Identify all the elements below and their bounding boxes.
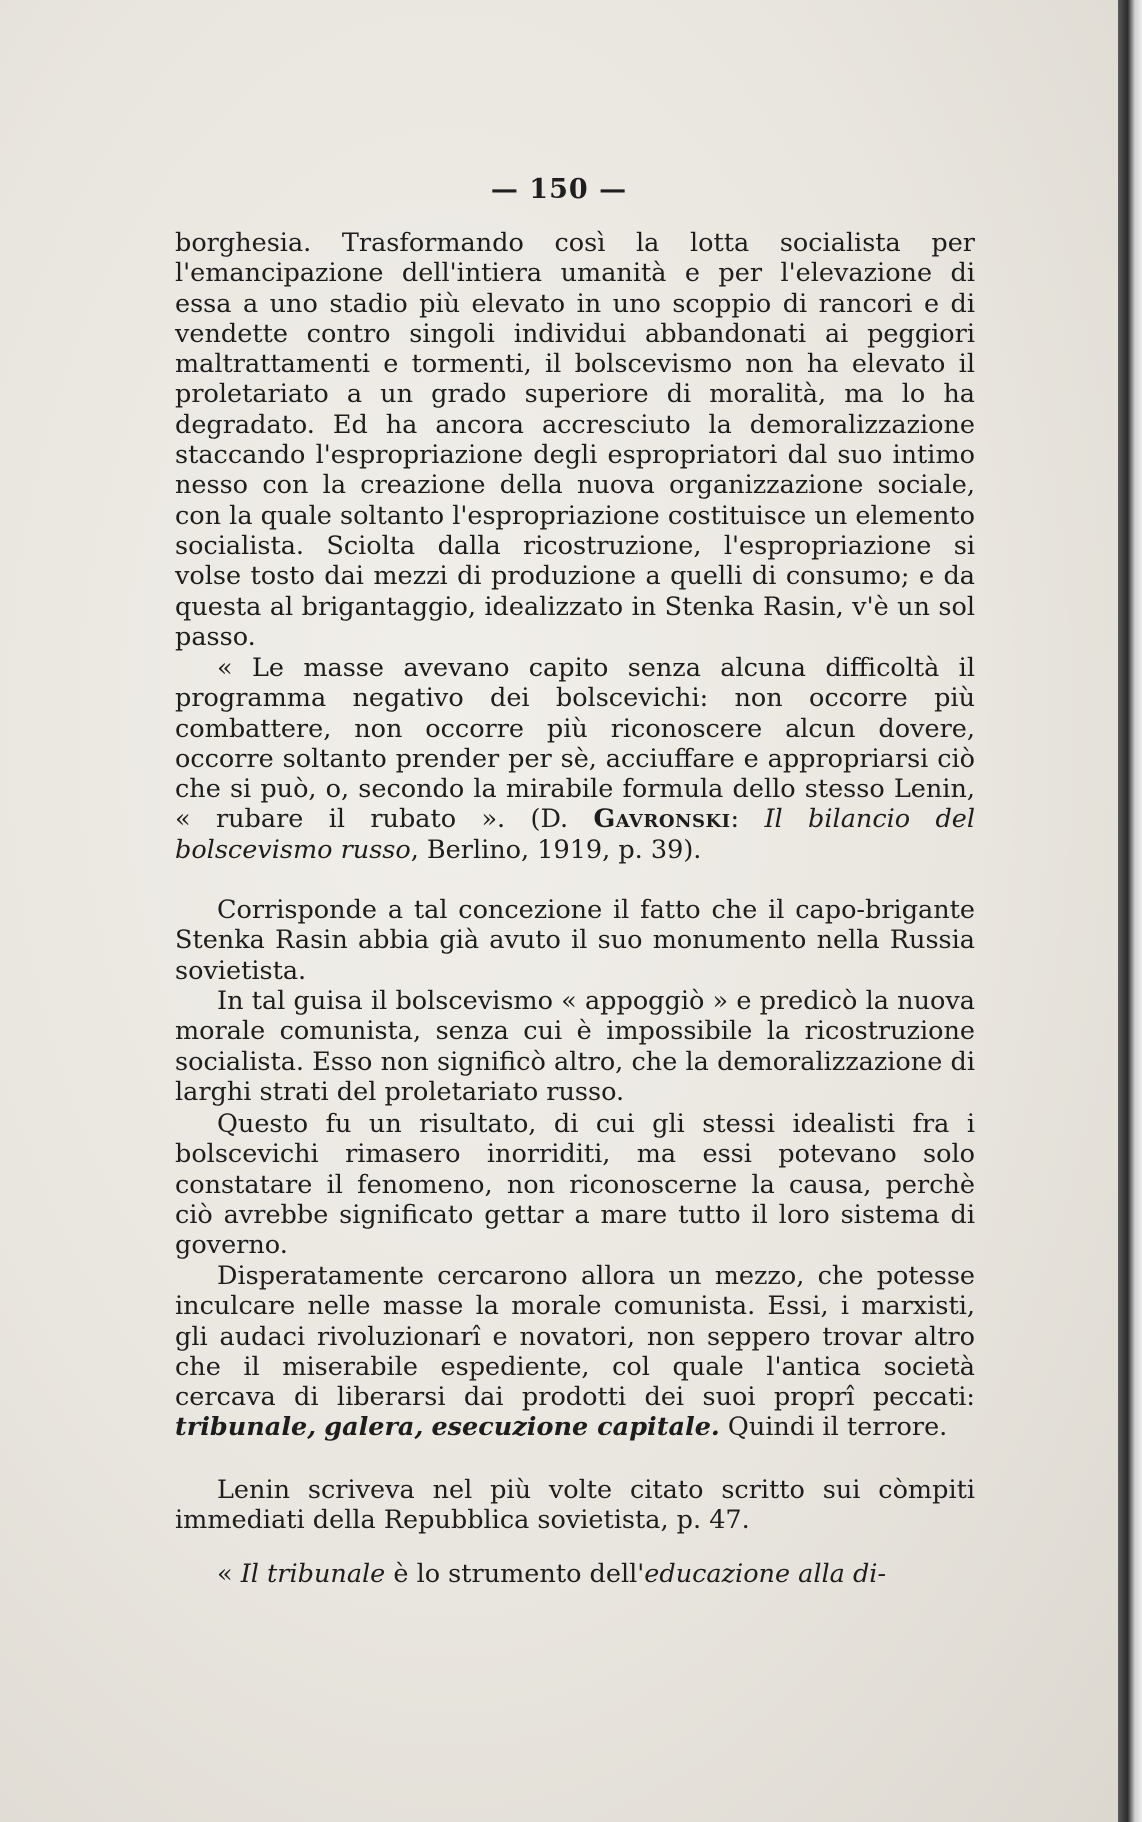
paragraph-7: Lenin scriveva nel più volte citato scritto sui còmpiti immediati della Repubblica sovietista, p. 47.: [175, 1475, 975, 1536]
paragraph-4: In tal guisa il bolscevismo « appoggiò » e predicò la nuova morale comunista, senza cui è impossibile la ricostruzione socialista. Esso non significò altro, che la demoralizzazione di larghi strati del proletariato russo.: [175, 986, 975, 1107]
page-edge: [1118, 0, 1142, 1822]
quote-separator: :: [730, 804, 740, 835]
paragraph-6-end: Quindi il terrore.: [727, 1412, 948, 1443]
quote-author: Gavronski: [593, 804, 731, 835]
paragraph-5: Questo fu un risultato, di cui gli stessi idealisti fra i bolscevichi rimasero inorriditi, ma essi potevano solo constatare il fenomeno, non riconoscerne la causa, perchè ciò avrebbe significato gettar a mare tutto il loro sistema di governo.: [175, 1109, 975, 1261]
paragraph-6-italic-1: tribunale,: [175, 1412, 317, 1443]
paragraph-8-mid: è lo strumento dell': [393, 1559, 645, 1589]
paragraph-8-italic-2: educazione alla di-: [644, 1559, 887, 1589]
quote-paragraph: [175, 653, 975, 865]
paragraph-6: [175, 1261, 975, 1443]
paragraph-8-open-quote: «: [217, 1559, 233, 1589]
quote-tail: , Berlino, 1919, p. 39).: [410, 834, 702, 865]
quote-text: « Le masse avevano capito senza alcuna difficoltà il programma negativo dei bolscevichi: non occorre più combattere, non occorre più riconoscere alcun dovere, occorre soltanto prender per sè, acciuffare e appropriarsi ciò che si può, o, secondo la mirabile formula dello stesso Lenin, « rubare il rubato ». (D.: [175, 653, 975, 835]
paragraph-3: Corrisponde a tal concezione il fatto che il capo-brigante Stenka Rasin abbia già avuto il suo monumento nella Russia sovietista.: [175, 895, 975, 986]
page-number: — 150 —: [490, 174, 628, 205]
paragraph-6-italic-3: esecuzione capitale.: [431, 1412, 720, 1443]
quote-title: Il bilancio del bolscevismo russo: [175, 804, 976, 865]
paragraph-1: borghesia. Trasformando così la lotta socialista per l'emancipazione dell'intiera umanità e per l'elevazione di essa a uno stadio più elevato in uno scoppio di rancori e di vendette contro singoli individui abbandonati ai peggiori maltrattamenti e tormenti, il bolscevismo non ha elevato il proletariato a un grado superiore di moralità, ma lo ha degradato. Ed ha ancora accresciuto la demoralizzazione staccando l'espropriazione degli espropriatori dal suo intimo nesso con la creazione della nuova organizzazione sociale, con la quale soltanto l'espropriazione costituisce un elemento socialista. Sciolta dalla ricostruzione, l'espropriazione si volse tosto dai mezzi di produzione a quelli di consumo; e da questa al brigantaggio, idealizzato in Stenka Rasin, v'è un sol passo.: [175, 228, 975, 652]
paragraph-6-italic-2: galera,: [324, 1412, 424, 1443]
paragraph-8: [175, 1559, 975, 1589]
paragraph-8-italic-1: Il tribunale: [240, 1559, 386, 1589]
paragraph-6-start: Disperatamente cercarono allora un mezzo, che potesse inculcare nelle masse la morale comunista. Essi, i marxisti, gli audaci rivoluzionarî e novatori, non seppero trovar altro che il miserabile espediente, col quale l'antica società cercava di liberarsi dai prodotti dei suoi proprî peccati:: [175, 1261, 975, 1413]
